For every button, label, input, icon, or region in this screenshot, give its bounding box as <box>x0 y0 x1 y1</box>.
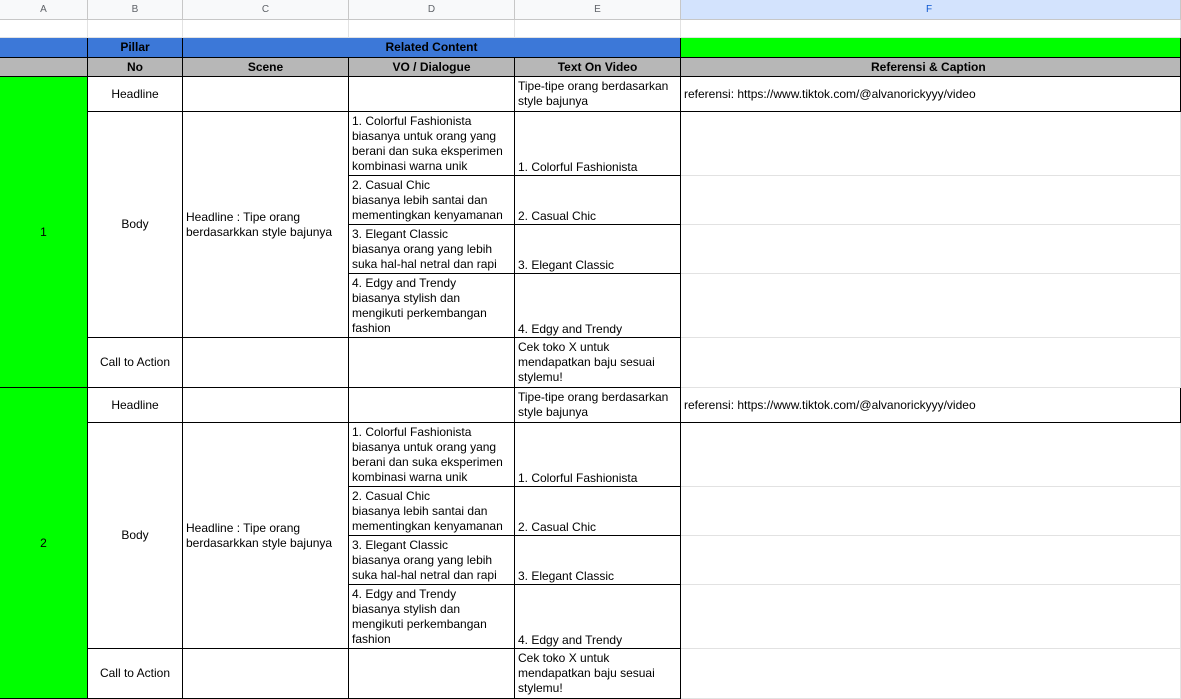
column-letter: B <box>131 4 139 15</box>
body-vo-cell-text: 2. Casual Chic biasanya lebih santai dan mementingkan kenyamanan <box>352 178 503 222</box>
group-number-cell[interactable] <box>0 388 88 699</box>
column-letter: E <box>594 4 601 15</box>
header-blank-a2[interactable] <box>0 58 88 77</box>
column-header-f[interactable] <box>681 0 1181 20</box>
headline-text-cell-text: Tipe-tipe orang berdasarkan style bajunya <box>518 390 669 419</box>
empty-cell[interactable] <box>515 20 681 38</box>
column-letter: C <box>261 4 270 15</box>
column-header-c[interactable] <box>183 0 349 20</box>
body-text-cell-text: 3. Elegant Classic <box>518 569 615 583</box>
body-reference-cell[interactable] <box>681 487 1181 536</box>
body-vo-cell[interactable] <box>349 112 515 176</box>
body-vo-cell[interactable] <box>349 487 515 536</box>
header-pillar[interactable] <box>88 38 183 58</box>
body-vo-cell-text: 4. Edgy and Trendy biasanya stylish dan mengikuti perkembangan fashion <box>352 276 487 335</box>
headline-vo-cell[interactable] <box>349 388 515 423</box>
headline-label-cell-text: Headline <box>111 86 159 101</box>
body-text-cell[interactable] <box>515 112 681 176</box>
column-letter: D <box>427 4 436 15</box>
body-label-cell-text: Body <box>121 217 149 231</box>
body-vo-cell[interactable] <box>349 536 515 585</box>
headline-reference-cell[interactable] <box>681 388 1181 423</box>
body-reference-cell[interactable] <box>681 536 1181 585</box>
cta-scene-cell[interactable] <box>183 338 349 388</box>
body-vo-cell-text: 1. Colorful Fashionista biasanya untuk orang yang berani dan suka eksperimen kombinasi warna unik <box>352 114 503 173</box>
header-text-on-video-text: Text On Video <box>557 59 638 74</box>
headline-text-cell-text: Tipe-tipe orang berdasarkan style bajunya <box>518 79 669 108</box>
group-number-cell[interactable] <box>0 77 88 388</box>
headline-scene-cell[interactable] <box>183 388 349 423</box>
header-vo-dialogue-text: VO / Dialogue <box>392 59 471 74</box>
body-reference-cell[interactable] <box>681 176 1181 225</box>
header-text-on-video[interactable] <box>515 58 681 77</box>
headline-vo-cell[interactable] <box>349 77 515 112</box>
body-scene-cell-text: Headline : Tipe orang berdasarkkan style bajunya <box>186 209 333 239</box>
cta-reference-cell[interactable] <box>681 338 1181 388</box>
body-text-cell-text: 2. Casual Chic <box>518 209 597 223</box>
body-scene-cell[interactable] <box>183 423 349 649</box>
header-vo-dialogue[interactable] <box>349 58 515 77</box>
body-vo-cell-text: 3. Elegant Classic biasanya orang yang lebih suka hal-hal netral dan rapi <box>352 227 497 271</box>
cta-scene-cell[interactable] <box>183 649 349 699</box>
cta-text-cell-text: Cek toko X untuk mendapatkan baju sesuai stylemu! <box>518 340 655 384</box>
body-text-cell-text: 1. Colorful Fashionista <box>518 160 638 174</box>
body-vo-cell-text: 4. Edgy and Trendy biasanya stylish dan mengikuti perkembangan fashion <box>352 587 487 646</box>
cta-text-cell-text: Cek toko X untuk mendapatkan baju sesuai stylemu! <box>518 651 655 695</box>
empty-cell[interactable] <box>349 20 515 38</box>
body-text-cell-text: 4. Edgy and Trendy <box>518 633 623 647</box>
column-header-b[interactable] <box>88 0 183 20</box>
body-vo-cell-text: 2. Casual Chic biasanya lebih santai dan mementingkan kenyamanan <box>352 489 503 533</box>
cta-vo-cell[interactable] <box>349 649 515 699</box>
cta-label-cell-text: Call to Action <box>99 666 171 680</box>
headline-reference-cell[interactable] <box>681 77 1181 112</box>
body-text-cell[interactable] <box>515 176 681 225</box>
column-header-d[interactable] <box>349 0 515 20</box>
column-letter: F <box>926 4 933 15</box>
body-text-cell[interactable] <box>515 487 681 536</box>
group-number-cell-text: 1 <box>40 224 47 239</box>
body-text-cell[interactable] <box>515 423 681 487</box>
cta-reference-cell[interactable] <box>681 649 1181 699</box>
body-vo-cell[interactable] <box>349 225 515 274</box>
body-vo-cell[interactable] <box>349 423 515 487</box>
body-label-cell-text: Body <box>121 528 149 542</box>
headline-label-cell-text: Headline <box>111 397 159 412</box>
body-vo-cell-text: 1. Colorful Fashionista biasanya untuk orang yang berani dan suka eksperimen kombinasi warna unik <box>352 425 503 484</box>
group-number-cell-text: 2 <box>40 535 47 550</box>
body-reference-cell[interactable] <box>681 585 1181 649</box>
headline-reference-cell-text: referensi: https://www.tiktok.com/@alvanorickyyy/video <box>684 397 976 412</box>
body-reference-cell[interactable] <box>681 112 1181 176</box>
headline-scene-cell[interactable] <box>183 77 349 112</box>
body-scene-cell[interactable] <box>183 112 349 338</box>
body-text-cell[interactable] <box>515 225 681 274</box>
headline-text-cell[interactable] <box>515 388 681 423</box>
body-scene-cell-text: Headline : Tipe orang berdasarkkan style bajunya <box>186 520 333 550</box>
header-scene-text: Scene <box>247 59 284 74</box>
header-no-text: No <box>127 59 143 74</box>
header-green-f[interactable] <box>681 38 1181 58</box>
cta-label-cell[interactable] <box>88 649 183 699</box>
header-no[interactable] <box>88 58 183 77</box>
headline-label-cell[interactable] <box>88 388 183 423</box>
cta-text-cell[interactable] <box>515 649 681 699</box>
body-text-cell-text: 4. Edgy and Trendy <box>518 322 623 336</box>
cta-label-cell-text: Call to Action <box>99 355 171 369</box>
body-text-cell-text: 1. Colorful Fashionista <box>518 471 638 485</box>
body-text-cell-text: 2. Casual Chic <box>518 520 597 534</box>
header-referensi[interactable] <box>681 58 1181 77</box>
body-text-cell[interactable] <box>515 274 681 338</box>
body-vo-cell[interactable] <box>349 585 515 649</box>
header-pillar-text: Pillar <box>120 40 150 54</box>
body-vo-cell[interactable] <box>349 176 515 225</box>
header-scene[interactable] <box>183 58 349 77</box>
body-text-cell-text: 3. Elegant Classic <box>518 258 615 272</box>
header-related-content-text: Related Content <box>385 40 478 54</box>
header-referensi-text: Referensi & Caption <box>871 59 986 74</box>
headline-label-cell[interactable] <box>88 77 183 112</box>
empty-cell[interactable] <box>88 20 183 38</box>
column-header-e[interactable] <box>515 0 681 20</box>
column-letter: A <box>40 4 47 15</box>
cta-text-cell[interactable] <box>515 338 681 388</box>
cta-vo-cell[interactable] <box>349 338 515 388</box>
empty-cell[interactable] <box>681 20 1181 38</box>
header-related-content[interactable] <box>183 38 681 58</box>
empty-cell[interactable] <box>183 20 349 38</box>
headline-text-cell[interactable] <box>515 77 681 112</box>
body-label-cell[interactable] <box>88 112 183 338</box>
column-header-a[interactable] <box>0 0 88 20</box>
body-text-cell[interactable] <box>515 585 681 649</box>
body-reference-cell[interactable] <box>681 274 1181 338</box>
body-label-cell[interactable] <box>88 423 183 649</box>
body-vo-cell-text: 3. Elegant Classic biasanya orang yang lebih suka hal-hal netral dan rapi <box>352 538 497 582</box>
cta-label-cell[interactable] <box>88 338 183 388</box>
headline-reference-cell-text: referensi: https://www.tiktok.com/@alvanorickyyy/video <box>684 86 976 101</box>
body-reference-cell[interactable] <box>681 225 1181 274</box>
body-reference-cell[interactable] <box>681 423 1181 487</box>
body-vo-cell[interactable] <box>349 274 515 338</box>
body-text-cell[interactable] <box>515 536 681 585</box>
header-blank-a[interactable] <box>0 38 88 58</box>
empty-cell[interactable] <box>0 20 88 38</box>
